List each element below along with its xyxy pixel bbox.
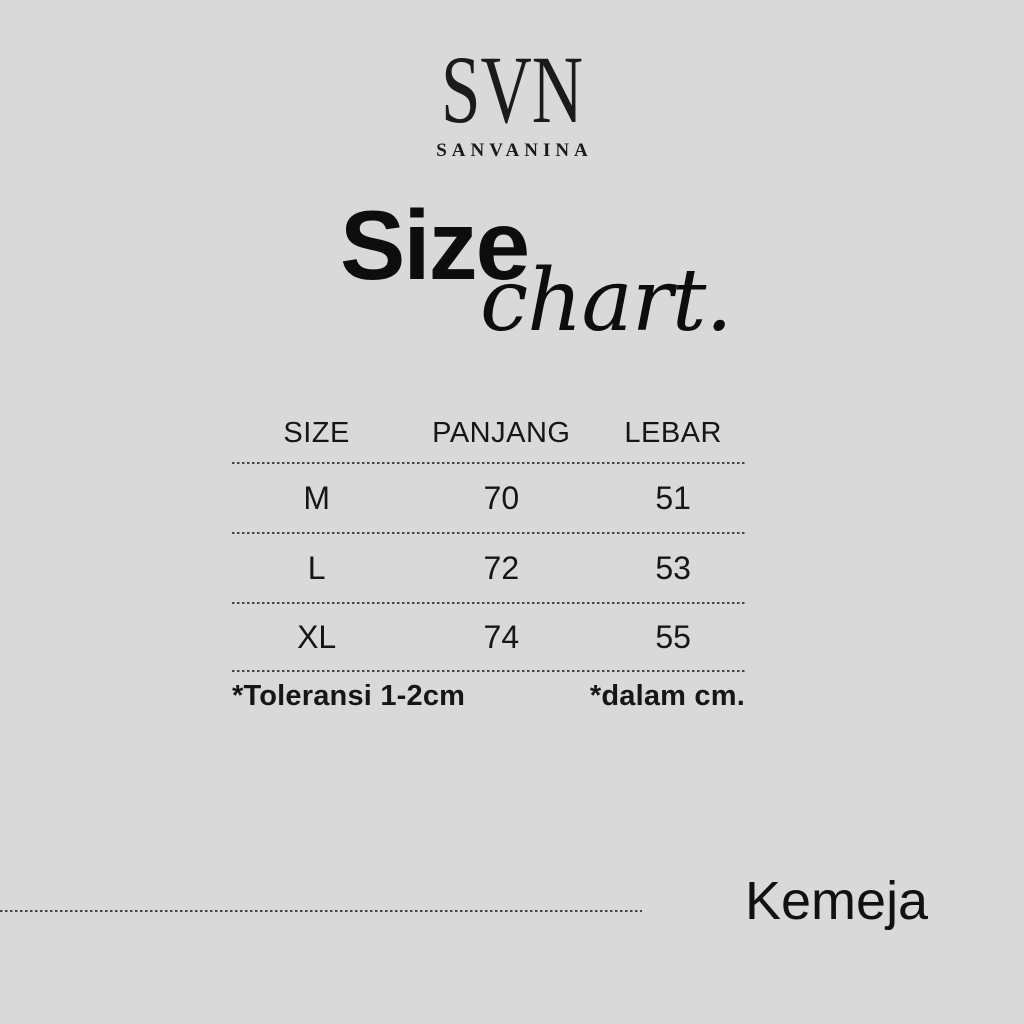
cell-panjang: 70 [483, 479, 520, 516]
cell-lebar: 53 [655, 549, 691, 586]
cell-size: L [307, 549, 326, 586]
cell-lebar: 55 [655, 618, 691, 655]
column-header-panjang: PANJANG [432, 416, 571, 449]
footer-divider [0, 910, 642, 912]
cell-panjang: 74 [483, 618, 520, 655]
brand-logo-text: SVN [440, 36, 584, 143]
brand-name: SANVANINA [436, 140, 593, 162]
size-table-header-row [232, 404, 745, 462]
units-note: *dalam cm. [589, 680, 745, 712]
table-row [232, 534, 745, 602]
cell-lebar: 51 [655, 479, 691, 516]
tolerance-note: *Toleransi 1-2cm [232, 680, 466, 712]
title-word-chart: chart. [480, 251, 732, 351]
cell-size: M [303, 479, 330, 516]
product-name: Kemeja [745, 871, 929, 931]
title-word-size: Size [340, 190, 529, 300]
column-header-lebar: LEBAR [624, 416, 722, 449]
table-row [232, 604, 745, 670]
table-row [232, 464, 745, 532]
column-header-size: SIZE [283, 416, 350, 449]
size-table [232, 404, 745, 713]
table-notes [232, 672, 745, 713]
cell-size: XL [297, 618, 337, 655]
brand-logo [0, 36, 1024, 162]
cell-panjang: 72 [483, 549, 520, 586]
